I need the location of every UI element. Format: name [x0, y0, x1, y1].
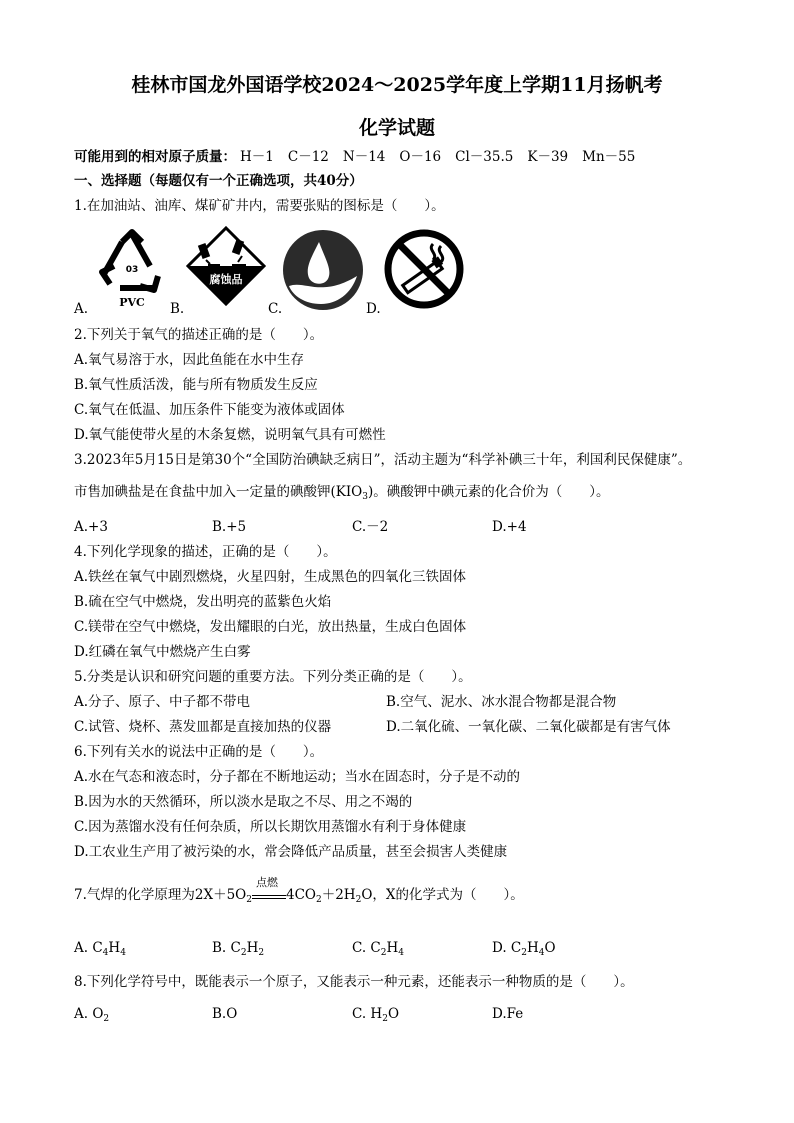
q8-option-b: B.O [212, 1006, 238, 1022]
q3-stem-line1: 3.2023年5月15日是第30个“全国防治碘缺乏病日”，活动主题为“科学补碘三十年，利国利民保健康”。 [74, 452, 692, 468]
mass-cl: Cl－35.5 [455, 149, 514, 165]
q6-option-b: B.因为水的天然循环，所以淡水是取之不尽、用之不竭的 [74, 794, 413, 810]
atomic-masses-label: 可能用到的相对原子质量： [74, 149, 236, 165]
q4-option-a: A.铁丝在氧气中剧烈燃烧，火星四射，生成黑色的四氧化三铁固体 [74, 569, 467, 585]
mass-h: H－1 [240, 149, 274, 165]
q3-stem-question: 。碘酸钾中碘元素的化合价为（ ）。 [373, 484, 610, 500]
mass-c: C－12 [287, 149, 329, 165]
q2-option-c: C.氧气在低温、加压条件下能变为液体或固体 [74, 402, 345, 418]
q5-option-c: C.试管、烧杯、蒸发皿都是直接加热的仪器 [74, 719, 332, 735]
mass-k: K－39 [527, 149, 569, 165]
q3-stem-text: 市售加碘盐是在食盐中加入一定量的碘酸钾 [74, 484, 331, 500]
q1-label-c: C. [268, 301, 283, 317]
q3-stem-line2 [74, 483, 610, 506]
no-smoking-icon [383, 228, 465, 314]
q7-stem: 7.气焊的化学原理为$2X+5O_2$ 点燃 $4CO_2+2H_2O$，X的化学式为（ ）。 [74, 876, 524, 905]
corrosive-icon [186, 226, 266, 310]
q2-option-d: D.氧气能使带火星的木条复燃，说明氧气具有可燃性 [74, 427, 386, 443]
q7-option-d: D. $C_2H_4O$ [492, 940, 556, 958]
q1-stem: 1.在加油站、油库、煤矿矿井内，需要张贴的图标是（ ）。 [74, 198, 445, 214]
q6-option-c: C.因为蒸馏水没有任何杂质，所以长期饮用蒸馏水有利于身体健康 [74, 819, 467, 835]
q5-stem: 5.分类是认识和研究问题的重要方法。下列分类正确的是（ ）。 [74, 669, 472, 685]
mass-o: O－16 [399, 149, 442, 165]
recycle-label: PVC [119, 296, 145, 309]
recycle-code: 03 [125, 265, 139, 275]
atomic-masses-line [74, 148, 649, 166]
q1-label-d: D. [366, 301, 381, 317]
q4-option-c: C.镁带在空气中燃烧，发出耀眼的白光，放出热量，生成白色固体 [74, 619, 467, 635]
q4-option-b: B.硫在空气中燃烧，发出明亮的蓝紫色火焰 [74, 594, 332, 610]
mass-n: N－14 [342, 149, 386, 165]
q4-option-d: D.红磷在氧气中燃烧产生白雾 [74, 644, 251, 660]
corrosive-label: 腐蚀品 [209, 273, 243, 286]
exam-subtitle: 化学试题 [358, 117, 435, 139]
q5-option-a: A.分子、原子、中子都不带电 [74, 694, 251, 710]
exam-title: 桂林市国龙外国语学校2024～2025学年度上学期11月扬帆考 [131, 74, 663, 96]
q7-option-c: C. $C_2H_4$ [352, 940, 405, 958]
q6-stem: 6.下列有关水的说法中正确的是（ ）。 [74, 744, 324, 760]
q3-option-a: A.+3 [74, 519, 108, 535]
recycle-icon [92, 228, 172, 314]
q2-option-b: B.氧气性质活泼，能与所有物质发生反应 [74, 377, 318, 393]
q8-option-a: A. $O_2$ [74, 1006, 110, 1024]
q3-formula: $(KIO_3)$ [330, 484, 374, 502]
q3-option-b: B.+5 [212, 519, 247, 535]
q5-option-d: D.二氧化硫、一氧化碳、二氧化碳都是有害气体 [386, 719, 671, 735]
mass-mn: Mn－55 [582, 149, 636, 165]
q3-option-d: D.+4 [492, 519, 527, 535]
reaction-arrow [252, 876, 286, 899]
q6-option-d: D.工农业生产用了被污染的水，常会降低产品质量，甚至会损害人类健康 [74, 844, 508, 860]
q1-label-a: A. [74, 301, 89, 317]
q1-label-b: B. [170, 301, 185, 317]
q6-option-a: A.水在气态和液态时，分子都在不断地运动；当水在固态时，分子是不动的 [74, 769, 521, 785]
reaction-condition: 点燃 [255, 876, 278, 889]
q8-option-d: D.Fe [492, 1006, 524, 1022]
q5-option-b: B.空气、泥水、冰水混合物都是混合物 [386, 694, 617, 710]
q2-stem: 2.下列关于氧气的描述正确的是（ ）。 [74, 327, 324, 343]
q3-option-c: C.－2 [352, 519, 389, 535]
section-heading: 一、选择题（每题仅有一个正确选项，共40分） [74, 173, 363, 189]
q4-stem: 4.下列化学现象的描述，正确的是（ ）。 [74, 544, 337, 560]
water-drop-icon [281, 228, 365, 316]
q8-stem: 8.下列化学符号中，既能表示一个原子，又能表示一种元素，还能表示一种物质的是（ ）。 [74, 974, 634, 990]
q2-option-a: A.氧气易溶于水，因此鱼能在水中生存 [74, 352, 305, 368]
q8-option-c: C. $H_2O$ [352, 1006, 400, 1024]
q7-option-a: A. $C_4H_4$ [74, 940, 126, 958]
q7-option-b: B. $C_2H_2$ [212, 940, 265, 958]
